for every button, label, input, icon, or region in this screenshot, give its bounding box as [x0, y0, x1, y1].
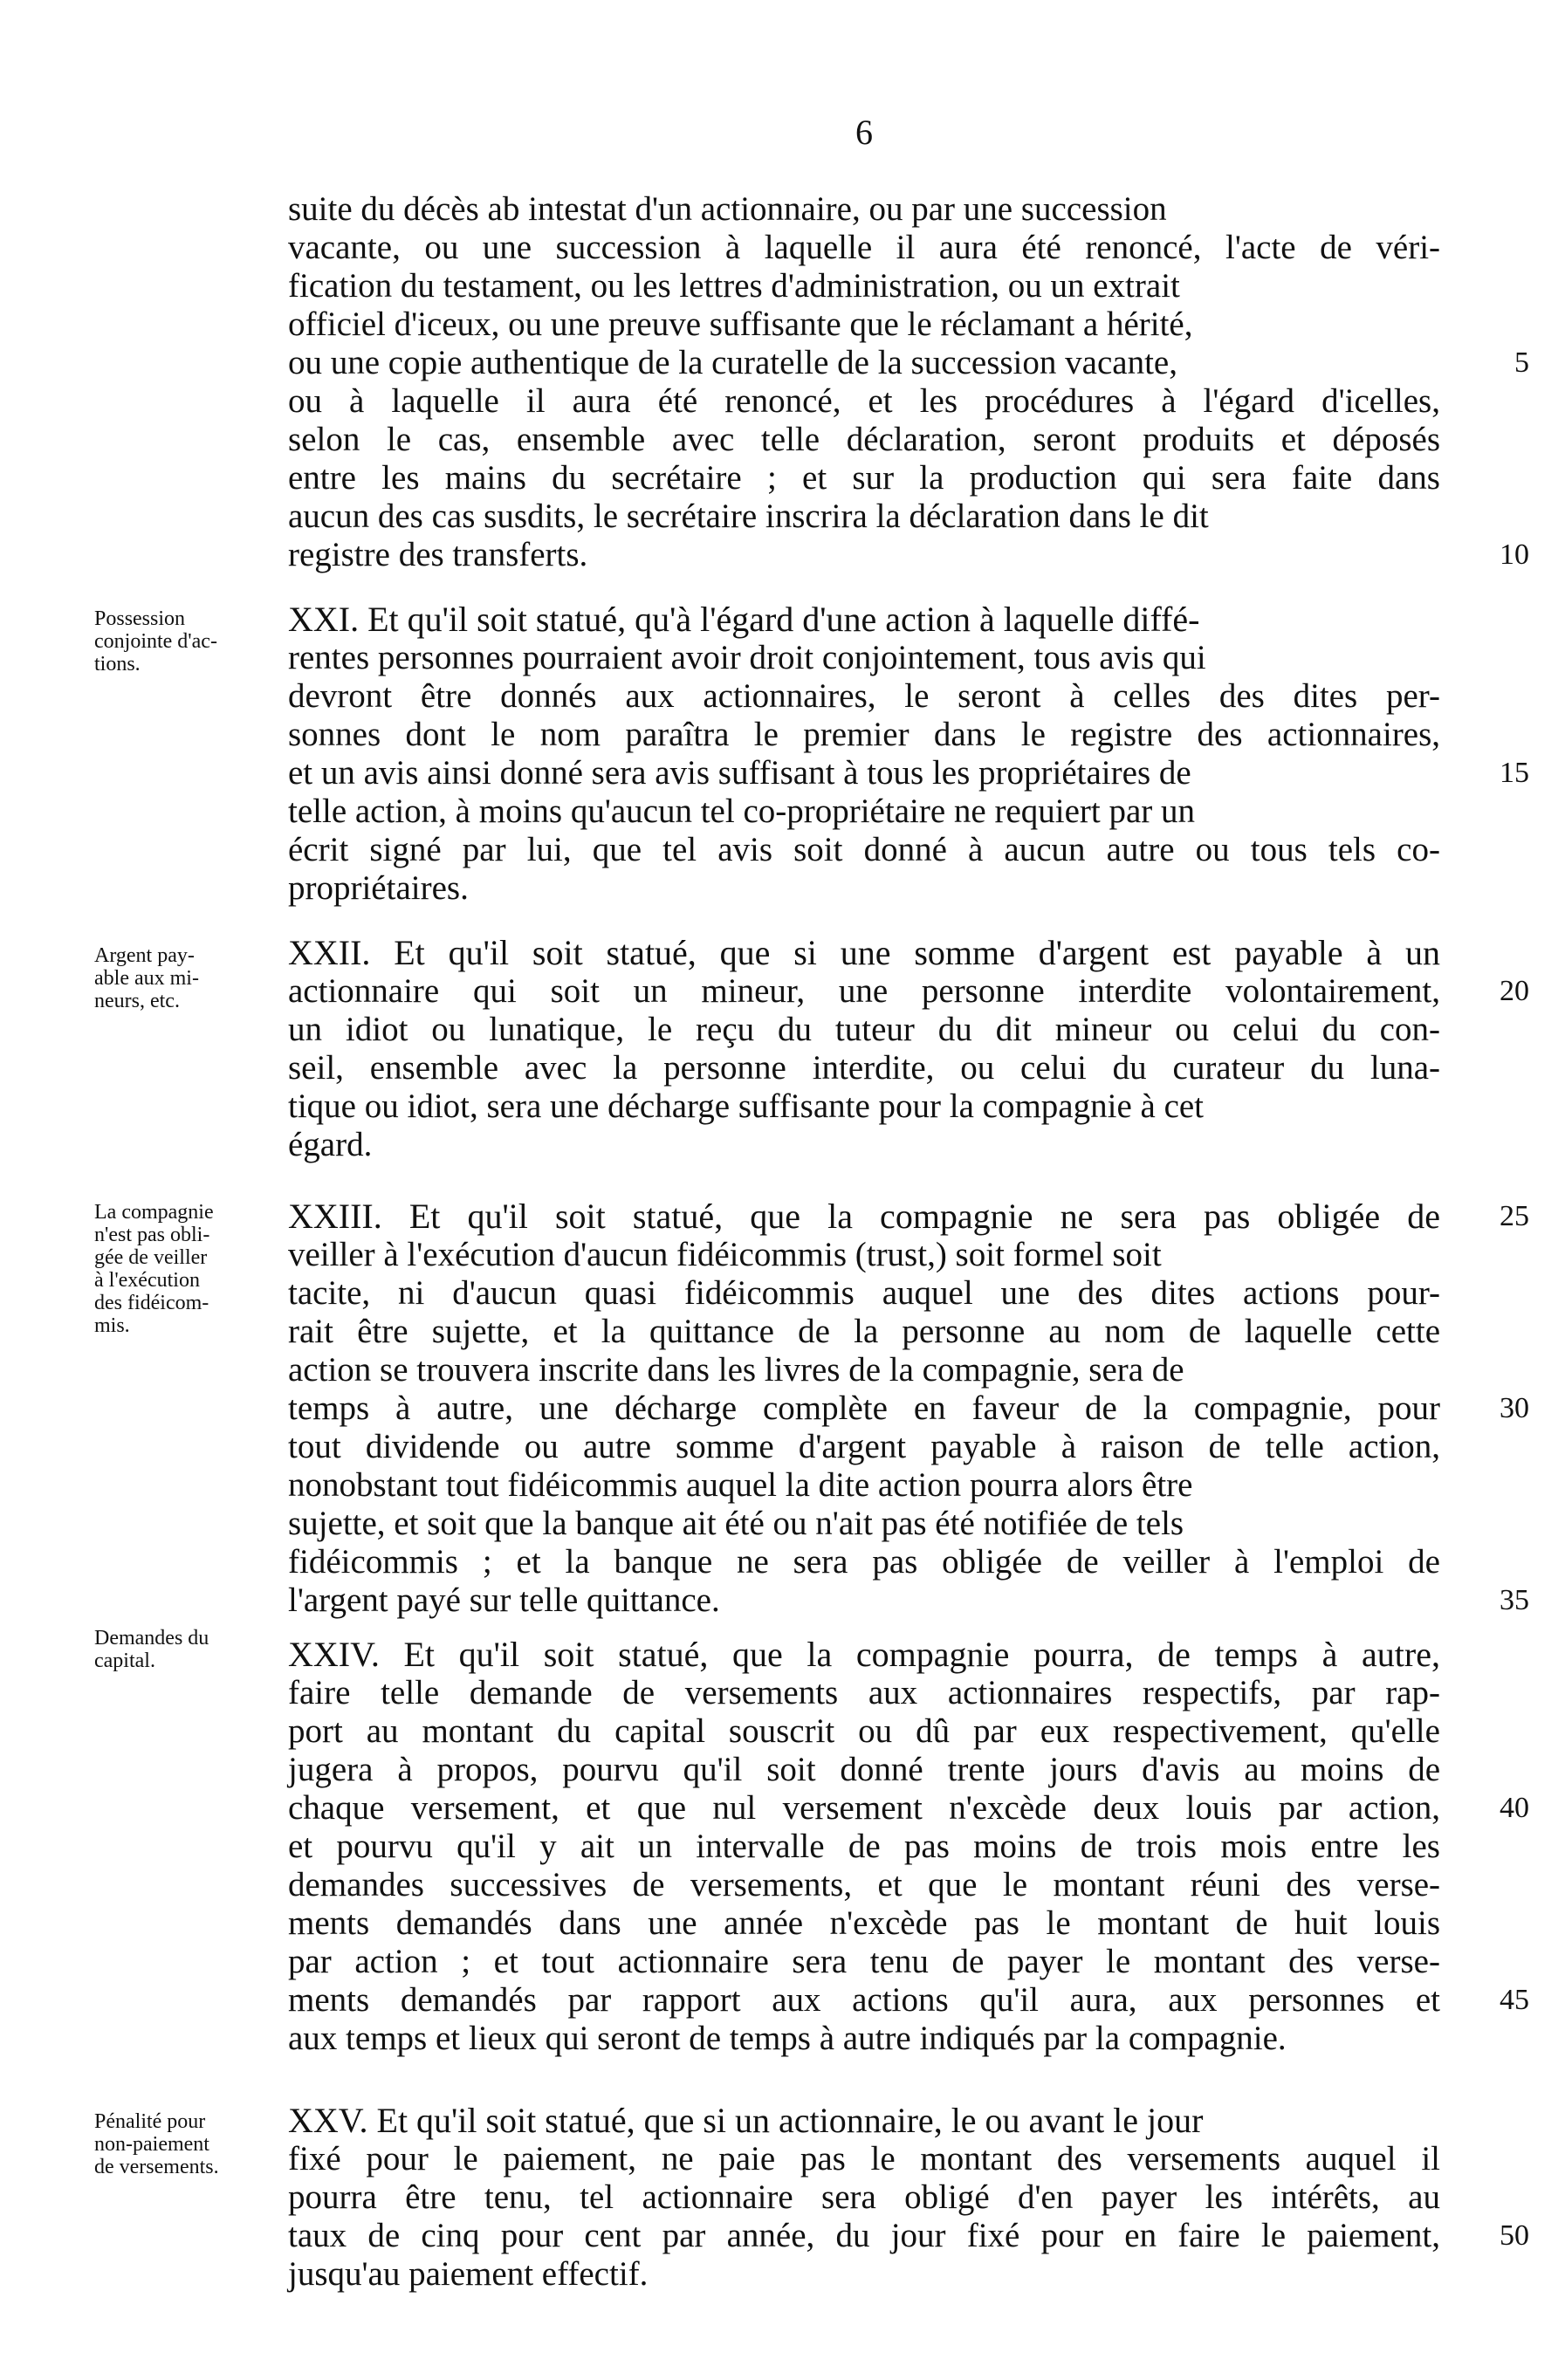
line-text: suite du décès ab intestat d'un actionnaire, ou par une succession — [288, 190, 1167, 228]
text-line — [288, 1389, 1529, 1428]
text-line — [288, 1751, 1440, 1789]
line-number: 50 — [1500, 2219, 1529, 2252]
text-line — [288, 229, 1440, 267]
margin-note-line: à l'exécution — [94, 1269, 200, 1292]
line-text: XXIV. Et qu'il soit statué, que la compagnie pourra, de temps à autre, — [288, 1635, 1440, 1674]
line-text: et un avis ainsi donné sera avis suffisant à tous les propriétaires de — [288, 754, 1191, 792]
line-text: pourra être tenu, tel actionnaire sera obligé d'en payer les intérêts, au — [288, 2178, 1440, 2216]
margin-note-line: neurs, etc. — [94, 990, 180, 1012]
line-number: 5 — [1514, 346, 1529, 379]
margin-note-line: Possession — [94, 607, 186, 630]
text-line — [288, 754, 1529, 792]
line-text: aux temps et lieux qui seront de temps à autre indiqués par la compagnie. — [288, 2020, 1287, 2057]
margin-note-argent — [94, 944, 278, 1012]
line-text: ments demandés dans une année n'excède pas le montant de huit louis — [288, 1904, 1441, 1942]
section-xxiv — [288, 1635, 1529, 2058]
line-text: fidéicommis ; et la banque ne sera pas obligée de veiller à l'emploi de — [288, 1543, 1440, 1581]
margin-note-line: non-paiement — [94, 2133, 209, 2156]
line-text: seil, ensemble avec la personne interdite, ou celui du curateur du luna- — [288, 1049, 1441, 1087]
text-line — [288, 2255, 1440, 2294]
text-line — [288, 1866, 1440, 1904]
text-line — [288, 1351, 1440, 1389]
line-text: égard. — [288, 1126, 373, 1163]
margin-note-line: des fidéicom- — [94, 1292, 209, 1314]
line-text: officiel d'iceux, ou une preuve suffisante que le réclamant a hérité, — [288, 305, 1193, 343]
text-line — [288, 1428, 1440, 1466]
line-text: ou une copie authentique de la curatelle de la succession vacante, — [288, 344, 1177, 381]
margin-note-demandes — [94, 1627, 278, 1672]
line-text: fication du testament, ou les lettres d'administration, ou un extrait — [288, 267, 1180, 305]
line-number: 35 — [1500, 1584, 1529, 1616]
line-text: jugera à propos, pourvu qu'il soit donné trente jours d'avis au moins de — [288, 1751, 1441, 1788]
text-line — [288, 1904, 1440, 1943]
text-line — [288, 497, 1440, 536]
line-number: 30 — [1500, 1392, 1529, 1424]
margin-note-compagnie — [94, 1201, 278, 1337]
text-line — [288, 1828, 1440, 1866]
line-text: et pourvu qu'il y ait un intervalle de pas moins de trois mois entre les — [288, 1828, 1440, 1865]
text-line — [288, 869, 1440, 908]
margin-note-line: Demandes du — [94, 1627, 209, 1650]
line-text: temps à autre, une décharge complète en faveur de la compagnie, pour — [288, 1389, 1441, 1427]
text-line — [288, 1505, 1440, 1543]
line-text: ou à laquelle il aura été renoncé, et les procédures à l'égard d'icelles, — [288, 382, 1440, 420]
line-text: l'argent payé sur telle quittance. — [288, 1581, 720, 1619]
line-text: chaque versement, et que nul versement n'excède deux louis par action, — [288, 1789, 1440, 1827]
line-text: port au montant du capital souscrit ou dû par eux respectivement, qu'elle — [288, 1712, 1440, 1750]
line-text: faire telle demande de versements aux actionnaires respectifs, par rap- — [288, 1674, 1440, 1711]
text-line — [288, 459, 1440, 497]
line-text: propriétaires. — [288, 869, 469, 907]
text-line — [288, 2178, 1440, 2217]
line-text: action se trouvera inscrite dans les livres de la compagnie, sera de — [288, 1351, 1184, 1389]
line-text: vacante, ou une succession à laquelle il aura été renoncé, l'acte de véri- — [288, 229, 1441, 266]
line-text: tout dividende ou autre somme d'argent payable à raison de telle action, — [288, 1428, 1440, 1465]
text-line — [288, 305, 1440, 344]
line-text: XXII. Et qu'il soit statué, que si une somme d'argent est payable à un — [288, 933, 1441, 972]
text-line — [288, 382, 1440, 421]
line-number: 45 — [1500, 1984, 1529, 2016]
section-xxv — [288, 2101, 1529, 2294]
line-text: jusqu'au paiement effectif. — [288, 2255, 649, 2293]
text-line — [288, 1789, 1529, 1828]
line-text: devront être donnés aux actionnaires, le seront à celles des dites per- — [288, 677, 1440, 715]
text-line — [288, 1581, 1529, 1620]
text-line — [288, 972, 1529, 1011]
text-line — [288, 1087, 1440, 1126]
text-line — [288, 2102, 1440, 2140]
margin-note-line: conjointe d'ac- — [94, 630, 217, 653]
section-xxii — [288, 933, 1529, 1164]
text-line — [288, 600, 1440, 639]
text-line — [288, 716, 1440, 754]
text-line — [288, 267, 1440, 305]
line-text: écrit signé par lui, que tel avis soit donné à aucun autre ou tous tels co- — [288, 831, 1440, 868]
line-text: XXIII. Et qu'il soit statué, que la compagnie ne sera pas obligée de — [288, 1197, 1440, 1236]
margin-note-penalite — [94, 2110, 278, 2178]
line-text: un idiot ou lunatique, le reçu du tuteur du dit mineur ou celui du con- — [288, 1011, 1440, 1048]
text-line — [288, 934, 1440, 972]
text-line — [288, 1543, 1440, 1581]
line-text: entre les mains du secrétaire ; et sur la production qui sera faite dans — [288, 459, 1440, 497]
text-line — [288, 639, 1440, 677]
line-text: selon le cas, ensemble avec telle déclaration, seront produits et déposés — [288, 421, 1441, 458]
text-line — [288, 1712, 1440, 1751]
line-text: ments demandés par rapport aux actions qu'il aura, aux personnes et — [288, 1981, 1440, 2019]
text-line — [288, 1274, 1440, 1313]
line-text: rentes personnes pourraient avoir droit conjointement, tous avis qui — [288, 639, 1206, 676]
page-number: 6 — [855, 113, 873, 152]
line-text: telle action, à moins qu'aucun tel co-propriétaire ne requiert par un — [288, 792, 1196, 830]
text-line — [288, 1943, 1440, 1981]
line-number: 20 — [1500, 975, 1529, 1007]
text-line — [288, 2020, 1440, 2058]
line-text: nonobstant tout fidéicommis auquel la dite action pourra alors être — [288, 1466, 1193, 1504]
text-line — [288, 1126, 1440, 1164]
line-text: fixé pour le paiement, ne paie pas le montant des versements auquel il — [288, 2140, 1441, 2178]
line-text: registre des transferts. — [288, 536, 588, 573]
text-line — [288, 1466, 1440, 1505]
line-text: sonnes dont le nom paraîtra le premier dans le registre des actionnaires, — [288, 716, 1441, 753]
line-number: 15 — [1500, 757, 1529, 789]
margin-note-line: Argent pay- — [94, 944, 195, 967]
text-line — [288, 2217, 1529, 2255]
text-line — [288, 421, 1440, 459]
text-line — [288, 1197, 1529, 1236]
margin-note-possession — [94, 607, 278, 676]
margin-note-line: tions. — [94, 653, 141, 676]
margin-note-line: Pénalité pour — [94, 2110, 206, 2133]
line-number: 25 — [1500, 1200, 1529, 1232]
line-number: 10 — [1500, 538, 1529, 571]
text-line — [288, 2140, 1440, 2178]
text-line — [288, 1674, 1440, 1712]
text-line — [288, 1049, 1440, 1087]
text-line — [288, 1981, 1529, 2020]
text-line — [288, 831, 1440, 869]
text-line — [288, 536, 1529, 574]
text-line — [288, 1011, 1440, 1049]
line-text: XXI. Et qu'il soit statué, qu'à l'égard d'une action à laquelle diffé- — [288, 600, 1200, 639]
text-line — [288, 792, 1440, 831]
paragraph-intro — [288, 190, 1529, 574]
text-line — [288, 344, 1529, 382]
line-text: actionnaire qui soit un mineur, une personne interdite volontairement, — [288, 972, 1440, 1010]
text-line — [288, 1636, 1440, 1674]
section-xxi — [288, 600, 1529, 908]
line-number: 40 — [1500, 1792, 1529, 1824]
line-text: XXV. Et qu'il soit statué, que si un actionnaire, le ou avant le jour — [288, 2101, 1204, 2140]
line-text: veiller à l'exécution d'aucun fidéicommis (trust,) soit formel soit — [288, 1236, 1162, 1273]
text-line — [288, 677, 1440, 716]
margin-note-line: n'est pas obli- — [94, 1224, 210, 1246]
line-text: taux de cinq pour cent par année, du jour fixé pour en faire le paiement, — [288, 2217, 1440, 2254]
section-xxiii — [288, 1197, 1529, 1620]
margin-note-line: mis. — [94, 1314, 130, 1337]
line-text: tique ou idiot, sera une décharge suffisante pour la compagnie à cet — [288, 1087, 1205, 1125]
margin-note-line: capital. — [94, 1650, 155, 1672]
margin-note-line: gée de veiller — [94, 1246, 208, 1269]
margin-note-line: La compagnie — [94, 1201, 214, 1224]
line-text: tacite, ni d'aucun quasi fidéicommis auquel une des dites actions pour- — [288, 1274, 1441, 1312]
margin-note-line: de versements. — [94, 2156, 219, 2178]
line-text: aucun des cas susdits, le secrétaire inscrira la déclaration dans le dit — [288, 497, 1209, 535]
line-text: rait être sujette, et la quittance de la personne au nom de laquelle cette — [288, 1313, 1441, 1350]
line-text: sujette, et soit que la banque ait été ou n'ait pas été notifiée de tels — [288, 1505, 1184, 1542]
line-text: par action ; et tout actionnaire sera tenu de payer le montant des verse- — [288, 1943, 1440, 1980]
line-text: demandes successives de versements, et que le montant réuni des verse- — [288, 1866, 1441, 1903]
text-line — [288, 1313, 1440, 1351]
margin-note-line: able aux mi- — [94, 967, 199, 990]
text-line — [288, 190, 1440, 229]
text-line — [288, 1236, 1440, 1274]
